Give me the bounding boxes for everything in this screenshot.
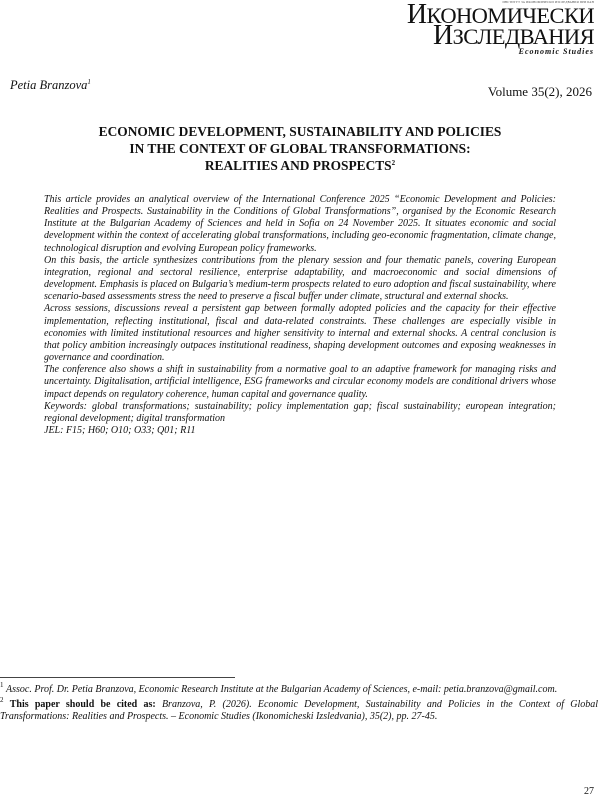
author-footnote-marker[interactable]: 1 xyxy=(87,78,91,86)
title-footnote-marker[interactable]: 2 xyxy=(391,158,396,167)
abstract xyxy=(44,194,556,437)
author-name xyxy=(10,78,91,93)
footnotes xyxy=(0,681,599,726)
masthead-title-rest-1: КОНОМИЧЕСКИ xyxy=(426,3,594,28)
footnote-divider xyxy=(0,677,235,678)
masthead-subtitle: Economic Studies xyxy=(518,47,594,56)
page-number: 27 xyxy=(584,786,594,797)
author-name-text: Petia Branzova xyxy=(10,78,88,92)
masthead-initial-1: И xyxy=(406,0,427,30)
abstract-paragraph-2: On this basis, the article synthesizes contributions from the plenary session and four thematic panels, covering European integration, regional and sectoral resilience, enterprise adaptability, and macroeconomic and social dimensions of development. Emphasis is placed on Bulgaria’s medium-term prospects related to euro adoption and fiscal sustainability, where scenario-based assessments stress the need to preserve a fiscal buffer under climate, structural and external shocks. xyxy=(44,254,556,303)
abstract-paragraph-3: Across sessions, discussions reveal a persistent gap between formally adopted policies and the capacity for their effective implementation, reflecting institutional, fiscal and data-related constraints. These challenges are especially visible in economies with limited institutional resources and higher sensitivity to internal and external shocks. A central conclusion is that policy ambition increasingly outpaces institutional readiness, shaping development outcomes and exposing weaknesses in governance and coordination. xyxy=(44,303,556,364)
jel-codes: JEL: F15; H60; O10; O33; Q01; R11 xyxy=(44,424,196,436)
volume-info: Volume 35(2), 2026 xyxy=(487,84,592,99)
masthead-initial-2: И xyxy=(432,20,453,51)
footnote-1-marker: 1 xyxy=(0,681,4,689)
abstract-paragraph-1: This article provides an analytical overview of the International Conference 2025 “Economic Development and Policies: Realities and Prospects. Sustainability in the Conditions of Global Transformations”, organised by the Economic Research Institute at the Bulgarian Academy of Sciences and held in Sofia on 24 November 2025. It situates economic and social development within the context of accelerating global transformations, including geo-economic fragmentation, climate change, technological disruption and evolving European policy frameworks. xyxy=(44,194,556,254)
keywords: Keywords: global transformations; sustainability; policy implementation gap; fiscal sustainability; european integration; regional development; digital transformation xyxy=(44,400,556,424)
footnote-1-text: Assoc. Prof. Dr. Petia Branzova, Economic Research Institute at the Bulgarian Academy of Sciences, e-mail: petia.branzova@gmail.com. xyxy=(6,684,558,695)
masthead-tagline: ИНСТИТУТ ЗА ИКОНОМИЧЕСКИ ИЗСЛЕДВАНИЯ ПРИ БАН xyxy=(502,0,594,4)
footnote-2-label: This paper should be cited as: xyxy=(9,698,156,710)
masthead-title-rest-2: ЗСЛЕДВАНИЯ xyxy=(452,24,594,49)
article-title-line2: IN THE CONTEXT OF GLOBAL TRANSFORMATIONS: xyxy=(129,140,471,156)
footnote-2 xyxy=(0,695,599,724)
article-title-line3 xyxy=(10,158,590,175)
article-title-line1: ECONOMIC DEVELOPMENT, SUSTAINABILITY AND POLICIES xyxy=(98,124,502,139)
footnote-1 xyxy=(0,681,598,697)
abstract-paragraph-4: The conference also shows a shift in sustainability from a normative goal to an adaptive framework for managing risks and uncertainty. Digitalisation, artificial intelligence, ESG frameworks and circular economy models are conditional drivers whose impact depends on regulatory coherence, human capital and governance quality. xyxy=(44,364,556,400)
journal-masthead xyxy=(394,0,594,56)
footnote-2-marker: 2 xyxy=(0,695,4,704)
article-title-line3-text: REALITIES AND PROSPECTS xyxy=(204,157,392,173)
footnote-2-text: Branzova, P. (2026). Economic Development, Sustainability and Policies in the Context of Global Transformations: Realities and Prospects. – Economic Studies (Ikonomicheski Izsledvania), 35(2), pp. 27-45. xyxy=(0,698,599,722)
article-title xyxy=(10,124,590,174)
